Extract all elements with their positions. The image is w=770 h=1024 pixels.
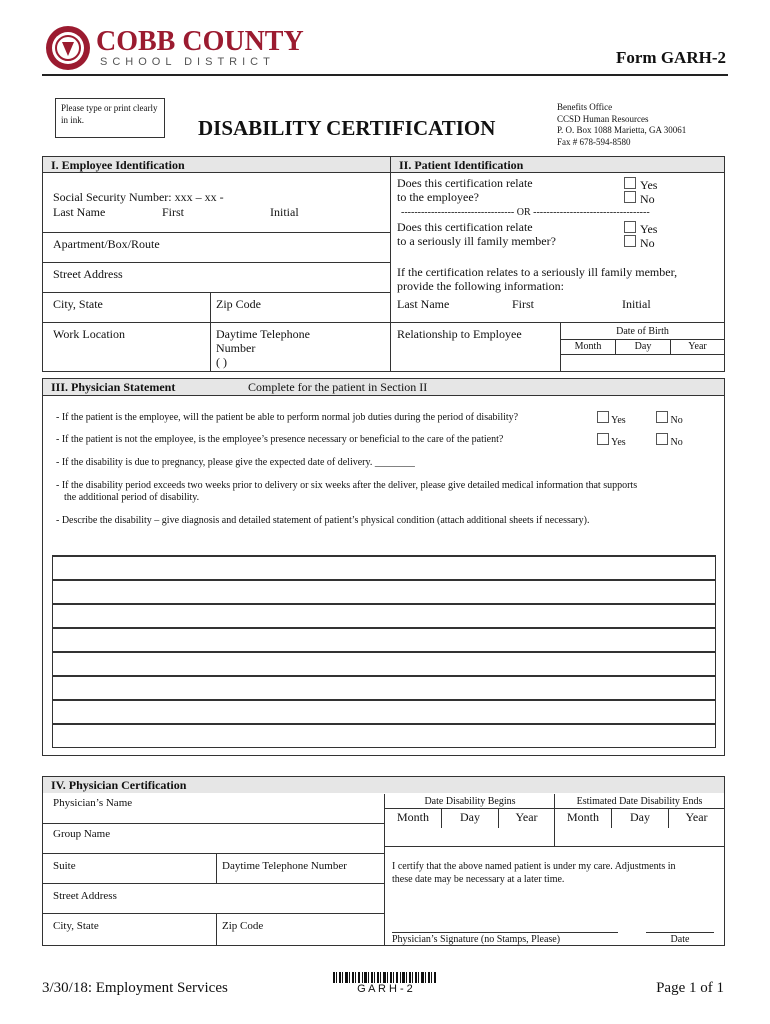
- patient-initial-label: Initial: [622, 297, 651, 311]
- pq3-text: - If the disability is due to pregnancy, please give the expected date of delivery. ________: [56, 457, 415, 468]
- pq1-yes-checkbox[interactable]: [597, 411, 609, 423]
- dob-label: Date of Birth: [616, 326, 669, 337]
- apartment-label: Apartment/Box/Route: [53, 237, 160, 251]
- district-logo: [44, 24, 304, 74]
- page-number: Page 1 of 1: [656, 980, 724, 996]
- certify-line: I certify that the above named patient is under my care. Adjustments in: [392, 861, 676, 872]
- district-seal-icon: [44, 24, 92, 72]
- begin-month-label: Month: [396, 810, 429, 824]
- suite-label: Suite: [53, 860, 76, 872]
- date-begins-label: Date Disability Begins: [424, 796, 516, 807]
- certify-text: [392, 860, 676, 886]
- signature-line[interactable]: [392, 932, 618, 933]
- dob-year-label: Year: [688, 341, 707, 352]
- pq2-yes-checkbox[interactable]: [597, 433, 609, 445]
- section-2-header: II. Patient Identification: [391, 157, 724, 173]
- barcode-text: G A R H - 2: [333, 983, 437, 995]
- pq1-no-checkbox[interactable]: [656, 411, 668, 423]
- date-line[interactable]: [646, 932, 714, 933]
- q1-yes-checkbox[interactable]: [624, 177, 636, 189]
- pq2-yes: [597, 433, 626, 448]
- instruction-box: [55, 98, 165, 138]
- barcode: [333, 972, 437, 998]
- physician-name-label: Physician’s Name: [53, 797, 133, 809]
- pq2-no: [656, 433, 683, 448]
- phone-label-line: ( ): [216, 355, 227, 369]
- footer-left: 3/30/18: Employment Services: [42, 980, 228, 996]
- no-label: No: [670, 437, 683, 448]
- section-4-header: IV. Physician Certification: [43, 777, 724, 793]
- q2-no-checkbox[interactable]: [624, 235, 636, 247]
- yes-label: Yes: [640, 178, 658, 192]
- logo-name: COBB COUNTY: [96, 26, 304, 57]
- family-line: provide the following information:: [397, 279, 564, 293]
- q1-text: [397, 176, 533, 204]
- or-divider: ---------------------------------- OR -----------------------------------: [401, 207, 650, 218]
- signature-label: Physician’s Signature (no Stamps, Please): [392, 934, 561, 945]
- no-label: No: [640, 236, 655, 250]
- address-line: CCSD Human Resources: [557, 113, 649, 124]
- pq2-no-checkbox[interactable]: [656, 433, 668, 445]
- physician-city-label: City, State: [53, 920, 99, 932]
- office-address: [557, 102, 686, 148]
- q2-yes-checkbox[interactable]: [624, 221, 636, 233]
- address-line: Benefits Office: [557, 102, 613, 112]
- address-line: Fax # 678-594-8580: [557, 136, 631, 147]
- q2-text: [397, 220, 556, 248]
- begin-day-label: Day: [460, 810, 480, 824]
- yes-label: Yes: [611, 415, 626, 426]
- group-name-label: Group Name: [53, 828, 111, 840]
- emp-initial-label: Initial: [270, 205, 299, 219]
- page-title: DISABILITY CERTIFICATION: [198, 116, 496, 140]
- physician-zip-label: Zip Code: [222, 920, 264, 932]
- pq1-text: - If the patient is the employee, will the patient be able to perform normal job duties during the period of disability?: [56, 412, 519, 423]
- date-ends-label: Estimated Date Disability Ends: [576, 796, 703, 807]
- relationship-label: Relationship to Employee: [397, 327, 522, 341]
- pq4-line: - If the disability period exceeds two weeks prior to delivery or six weeks after the deliver, please give detailed medical information that supports: [56, 480, 638, 491]
- yes-label: Yes: [640, 222, 658, 236]
- physician-street-label: Street Address: [53, 890, 117, 902]
- patient-first-label: First: [512, 297, 535, 311]
- q2-line: to a seriously ill family member?: [397, 234, 556, 248]
- pq2-text: - If the patient is not the employee, is the employee’s presence necessary or beneficial to the care of the patient?: [56, 434, 504, 445]
- end-day-label: Day: [630, 810, 650, 824]
- pq5-text: - Describe the disability – give diagnosis and detailed statement of patient’s physical condition (attach additional sheets if necessary).: [56, 515, 590, 526]
- dob-month-label: Month: [574, 341, 602, 352]
- form-id: Form GARH-2: [615, 48, 726, 67]
- end-month-label: Month: [566, 810, 599, 824]
- pq4-text: [56, 480, 637, 504]
- logo-subtitle: SCHOOL DISTRICT: [100, 56, 275, 68]
- q1-line: Does this certification relate: [397, 176, 533, 190]
- section-3-title: III. Physician Statement: [51, 380, 176, 394]
- pq1-yes: [597, 411, 626, 426]
- date-label: Date: [670, 934, 690, 945]
- no-label: No: [670, 415, 683, 426]
- family-line: If the certification relates to a seriously ill family member,: [397, 265, 678, 279]
- emp-first-label: First: [162, 205, 185, 219]
- city-label: City, State: [53, 297, 103, 311]
- address-line: P. O. Box 1088 Marietta, GA 30061: [557, 125, 687, 135]
- q2-line: Does this certification relate: [397, 220, 533, 234]
- q1-line: to the employee?: [397, 190, 479, 204]
- pq4-line: the additional period of disability.: [64, 492, 200, 503]
- zip-label: Zip Code: [216, 297, 261, 311]
- ssn-label: Social Security Number: xxx – xx -: [53, 190, 224, 204]
- patient-last-name-label: Last Name: [397, 297, 450, 311]
- family-info-text: [397, 265, 677, 293]
- q2-options: [624, 220, 657, 248]
- end-year-label: Year: [685, 810, 708, 824]
- instruction-text: Please type or print clearly in ink.: [61, 103, 158, 125]
- work-location-label: Work Location: [53, 327, 126, 341]
- emp-last-name-label: Last Name: [53, 205, 106, 219]
- begin-year-label: Year: [515, 810, 538, 824]
- phone-label-line: Number: [216, 341, 256, 355]
- yes-label: Yes: [611, 437, 626, 448]
- q1-no-checkbox[interactable]: [624, 191, 636, 203]
- emp-phone-label: [216, 327, 310, 369]
- pq1-no: [656, 411, 683, 426]
- dob-day-label: Day: [634, 341, 652, 352]
- phone-label-line: Daytime Telephone: [216, 327, 310, 341]
- no-label: No: [640, 192, 655, 206]
- physician-phone-label: Daytime Telephone Number: [222, 860, 347, 872]
- section-1-header: I. Employee Identification: [43, 157, 390, 173]
- q1-options: [624, 176, 657, 204]
- section-3-subtitle: Complete for the patient in Section II: [248, 380, 428, 394]
- street-label: Street Address: [53, 267, 123, 281]
- certify-line: these date may be necessary at a later time.: [392, 874, 565, 885]
